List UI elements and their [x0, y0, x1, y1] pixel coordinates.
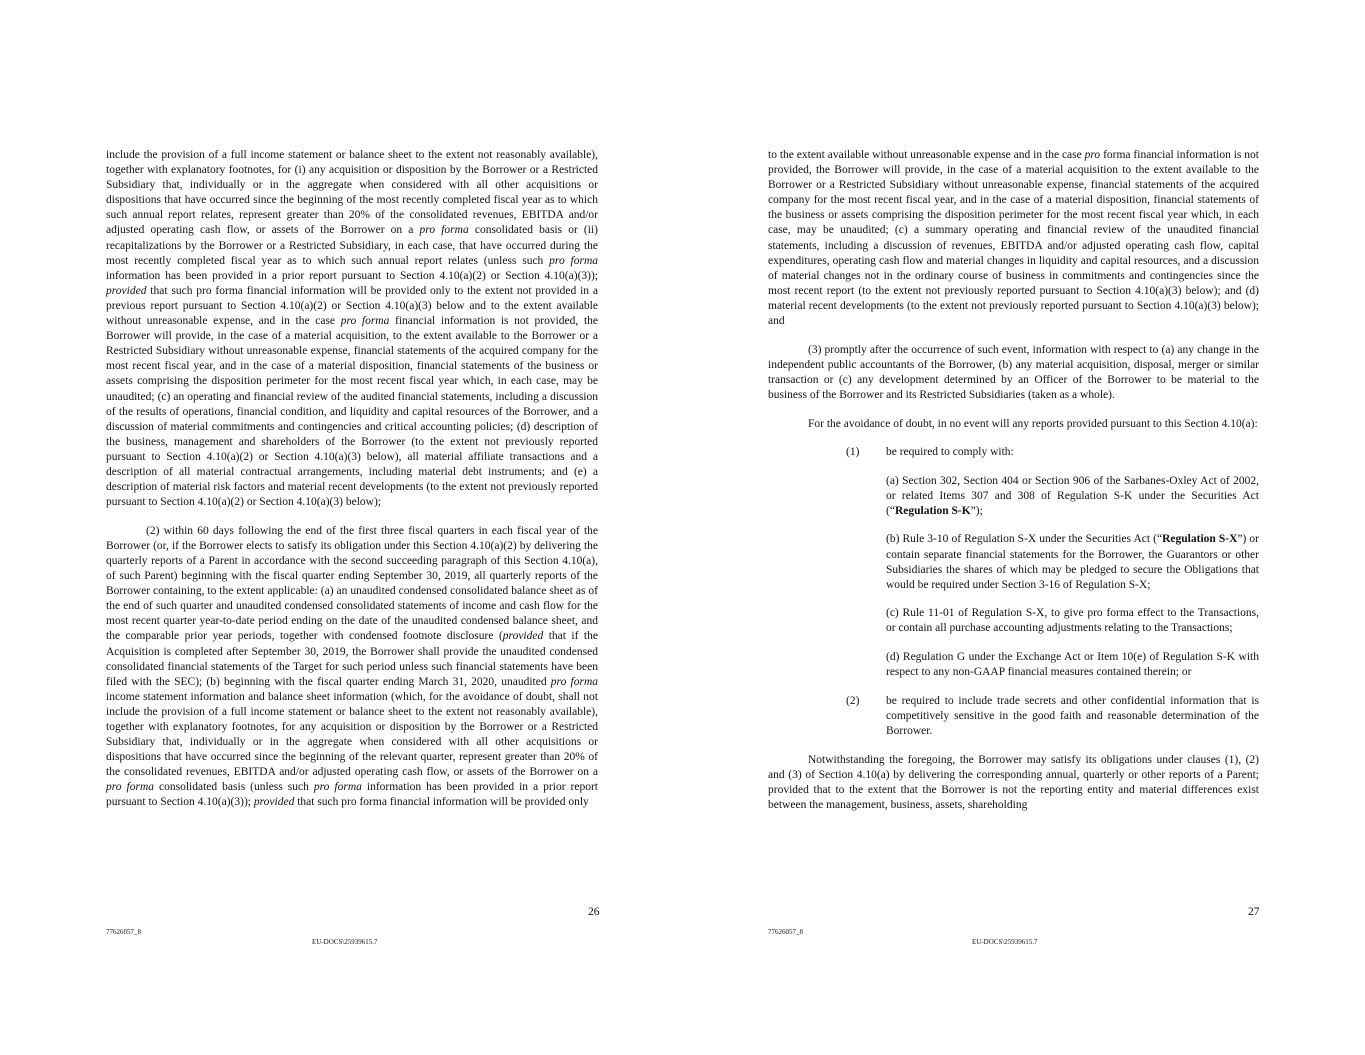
list-item	[768, 694, 1259, 739]
sub-item-c: (c) Rule 11-01 of Regulation S-X, to give pro forma effect to the Transactions, or contain all purchase accounting adjustments relating to the Transactions;	[886, 607, 1259, 635]
eu-document-id: EU-DOCS\25939615.7	[312, 938, 378, 946]
paragraph-notwithstanding: Notwithstanding the foregoing, the Borrower may satisfy its obligations under clauses (1), (2) and (3) of Section 4.10(a) by delivering the corresponding annual, quarterly or other reports of a Parent; provided that to the extent that the Borrower is not the reporting entity and material differences exist between the management, business, assets, shareholding	[768, 753, 1259, 811]
page-number: 26	[588, 906, 600, 918]
list-item-text: be required to include trade secrets and other confidential information that is competitively sensitive in the good faith and reasonable determination of the Borrower.	[886, 694, 1259, 737]
paragraph-event-reports: (3) promptly after the occurrence of such event, information with respect to (a) any change in the independent public accountants of the Borrower, (b) any material acquisition, disposal, merger or similar transaction or (c) any development determined by an Officer of the Borrower to be material to the business of the Borrower and its Restricted Subsidiaries (taken as a whole).	[768, 343, 1259, 401]
sub-item-a: (a) Section 302, Section 404 or Section 906 of the Sarbanes-Oxley Act of 2002, or related Items 307 and 308 of Regulation S-K under the Securities Act (“Regulation S-K”);	[886, 474, 1259, 517]
list-item	[768, 445, 1259, 460]
sub-item-d: (d) Regulation G under the Exchange Act or Item 10(e) of Regulation S-K with respect to any non-GAAP financial measures contained therein; or	[886, 651, 1259, 679]
left-page	[0, 0, 682, 1055]
right-page	[682, 0, 1365, 1055]
right-page-body	[768, 148, 1259, 826]
paragraph-annual-report-continued: include the provision of a full income statement or balance sheet to the extent not reasonably available), together with explanatory footnotes, for (i) any acquisition or disposition by the Borrower or a Restricted Subsidiary that, individually or in the aggregate when considered with all other acquisitions or dispositions that have occurred since the beginning of the most recently completed fiscal year as to which such annual report relates, represent greater than 20% of the consolidated revenues, EBITDA and/or adjusted operating cash flow, or assets of the Borrower on a pro forma consolidated basis or (ii) recapitalizations by the Borrower or a Restricted Subsidiary, in each case, that have occurred during the most recently completed fiscal year as to which such annual report relates (unless such pro forma information has been provided in a prior report pursuant to Section 4.10(a)(2) or Section 4.10(a)(3)); provided that such pro forma financial information will be provided only to the extent not provided in a previous report pursuant to Section 4.10(a)(2) or Section 4.10(a)(3) below and to the extent available without unreasonable expense, and in the case pro forma financial information is not provided, the Borrower will provide, in the case of a material acquisition, to the extent available to the Borrower or a Restricted Subsidiary without unreasonable expense, financial statements of the acquired company for the most recent fiscal year, and in the case of a material disposition, financial statements of the business or assets comprising the disposition perimeter for the most recent fiscal year which, in each case, may be unaudited; (c) an operating and financial review of the audited financial statements, including a discussion of the results of operations, financial condition, and liquidity and capital resources of the Borrower, and a discussion of material commitments and contingencies and critical accounting policies; (d) description of the business, management and shareholders of the Borrower (to the extent not previously reported pursuant to Section 4.10(a)(2) or Section 4.10(a)(3) below), all material affiliate transactions and a description of all material contractual arrangements, including material debt instruments; and (e) a description of material risk factors and material recent developments (to the extent not previously reported pursuant to Section 4.10(a)(2) or Section 4.10(a)(3) below);	[106, 149, 598, 509]
paragraph-quarterly-reports: (2) within 60 days following the end of the first three fiscal quarters in each fiscal year of the Borrower (or, if the Borrower elects to satisfy its obligation under this Section 4.10(a)(2) by delivering the quarterly reports of a Parent in accordance with the second succeeding paragraph of this Section 4.10(a), of such Parent) beginning with the fiscal quarter ending September 30, 2019, all quarterly reports of the Borrower containing, to the extent applicable: (a) an unaudited condensed consolidated balance sheet as of the end of such quarter and unaudited condensed consolidated statements of income and cash flow for the most recent quarter year-to-date period ending on the date of the unaudited condensed balance sheet, and the comparable prior year periods, together with condensed footnote disclosure (provided that if the Acquisition is completed after September 30, 2019, the Borrower shall provide the unaudited condensed consolidated financial statements of the Target for such period unless such financial statements have been filed with the SEC); (b) beginning with the fiscal quarter ending March 31, 2020, unaudited pro forma income statement information and balance sheet information (which, for the avoidance of doubt, shall not include the provision of a full income statement or balance sheet to the extent not reasonably available), together with explanatory footnotes, for any acquisition or disposition by the Borrower or a Restricted Subsidiary that, individually or in the aggregate when considered with all other acquisitions or dispositions that have occurred since the beginning of the relevant quarter, represent greater than 20% of the consolidated revenues, EBITDA and/or adjusted operating cash flow, or assets of the Borrower on a pro forma consolidated basis (unless such pro forma information has been provided in a prior report pursuant to Section 4.10(a)(3)); provided that such pro forma financial information will be provided only	[106, 524, 598, 809]
paragraph-avoidance-of-doubt: For the avoidance of doubt, in no event will any reports provided pursuant to this Section 4.10(a):	[808, 417, 1258, 430]
list-item-number: (1)	[846, 446, 860, 459]
eu-document-id: EU-DOCS\25939615.7	[972, 938, 1038, 946]
page-number: 27	[1248, 906, 1260, 918]
list-item-number: (2)	[846, 694, 860, 707]
list-item-text: be required to comply with:	[886, 446, 1014, 459]
left-page-body	[106, 148, 598, 824]
paragraph-quarterly-reports-continued: to the extent available without unreasonable expense and in the case pro forma financial information is not provided, the Borrower will provide, in the case of a material acquisition to the extent available to the Borrower or a Restricted Subsidiary without unreasonable expense, financial statements of the acquired company for the most recent fiscal year, and in the case of a material disposition, financial statements of the business or assets comprising the disposition perimeter for the most recent fiscal year which, in each case, may be unaudited; (c) a summary operating and financial review of the unaudited financial statements, including a discussion of revenues, EBITDA and/or adjusted operating cash flow, capital expenditures, operating cash flow and material changes in liquidity and capital resources, and a discussion of material changes not in the ordinary course of business in commitments and contingencies since the most recent report (to the extent not previously reported pursuant to Section 4.10(a)(3) below); and (d) material recent developments (to the extent not previously reported pursuant to Section 4.10(a)(3) below); and	[768, 149, 1259, 328]
sub-item-b: (b) Rule 3-10 of Regulation S-X under the Securities Act (“Regulation S-X”) or contain separate financial statements for the Borrower, the Guarantors or other Subsidiaries the shares of which may be pledged to secure the Obligations that would be required under Section 3-16 of Regulation S-X;	[886, 533, 1260, 591]
document-id: 77626057_8	[106, 928, 141, 936]
document-id: 77626057_8	[768, 928, 803, 936]
